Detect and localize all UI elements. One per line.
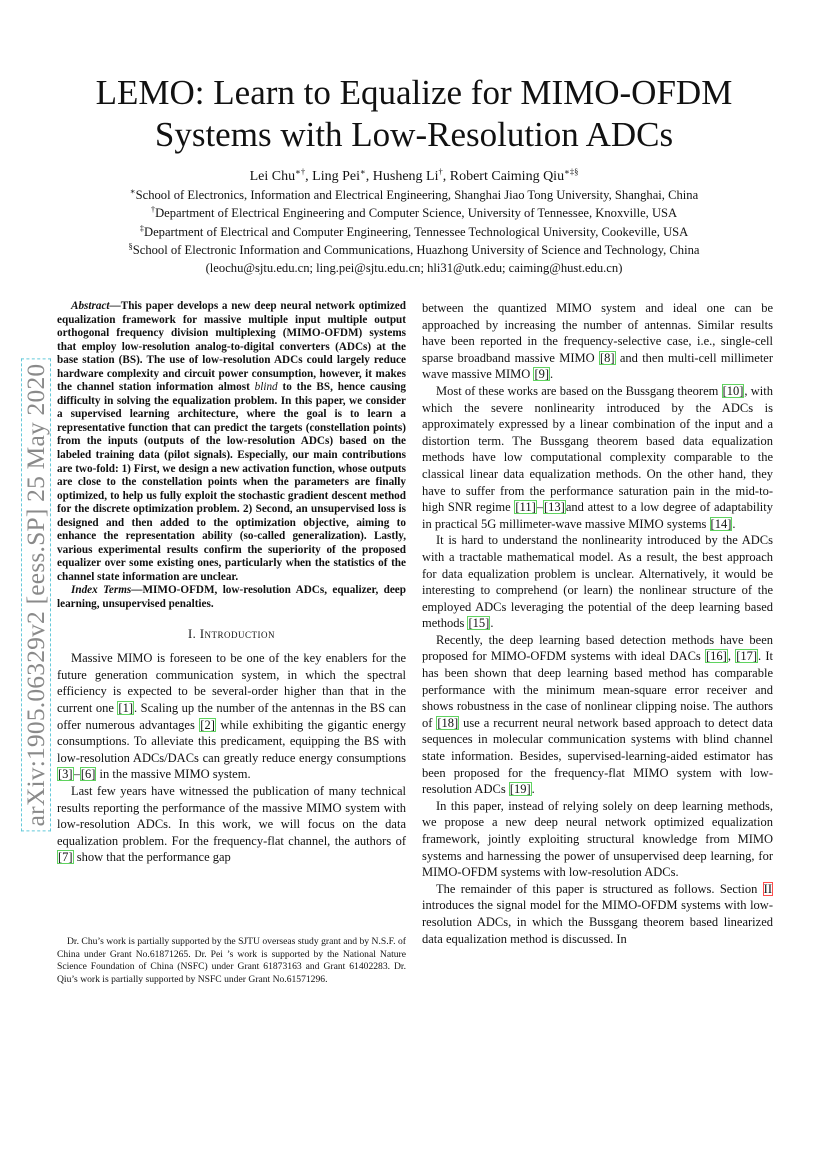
funding-footnote: Dr. Chu’s work is partially supported by the SJTU overseas study grant and by N.S.F. of China under Grant No.61871265. Dr. Pei ’s work is supported by the National Nature Science Foundation of China (NSFC) under Grant 61873163 and Grant 61402283. Dr. Qiu’s work is partially supported by NSFC under Grant No.61571296. (57, 936, 406, 985)
affiliation-mark: † (150, 204, 156, 215)
text-run: in the massive MIMO system. (96, 767, 251, 782)
text-run: between the quantized MIMO system and ideal one can be approached by increasing the number of antennas. Similar results have been reported in the frequency-selective case, i.e., single-cell sparse broadband massive MIMO (422, 301, 773, 365)
text-run: , with which the severe nonlinearity introduced by the ADCs is approximately expressed by a linear combination of the input and a distortion term. The Bussgang theorem based data equalization methods have low computational complexity comparable to the classical linear data equalization methods. On the other hand, they have to suffer from the performance saturation pain in the mid-to-high SNR regime (422, 383, 773, 515)
citation-link[interactable]: [2] (200, 717, 215, 732)
affiliation-line (60, 204, 768, 222)
text-run: Massive MIMO is foreseen to be one of the key enablers for the future generation communication system, in which the spectral efficiency is expected to be several-order higher than that in the current one (57, 651, 406, 715)
section-number: I. (187, 626, 200, 641)
abstract-text-1: —This paper develops a new deep neural network optimized equalization framework for massive multiple input multiple output orthogonal frequency division multiplexing (MIMO-OFDM) systems that employ low-resolution analog-to-digital converters (ADCs) at the base station (BS). The use of low-resolution ADCs could largely reduce hardware complexity and circuit power consumption, however, it makes the channel station information almost (57, 300, 406, 394)
index-terms (57, 584, 406, 611)
text-run: . (550, 367, 554, 382)
author-mark: ∗† (295, 166, 306, 177)
affiliation-line (60, 241, 768, 259)
author-emails: (leochu@sjtu.edu.cn; ling.pei@sjtu.edu.cn; hli31@utk.edu; caiming@hust.edu.cn) (205, 261, 623, 276)
citation-link[interactable]: [13] (544, 500, 565, 515)
citation-link[interactable]: [14] (710, 516, 732, 531)
text-run: Recently, the deep learning based detection methods have been proposed for MIMO-OFDM systems with ideal DACs (422, 632, 773, 664)
text-run: show that the performance gap (73, 850, 231, 865)
abstract-text-2: to the BS, hence causing difficulty in solving the equalization problem. In this paper, we consider a supervised learning architecture, where the goal is to learn a representative function that can predict the targets (constellation points) from the inputs (outputs of the low-resolution ADCs) based on the labeled training data (pilot signals). Especially, our main contributions are two-fold: 1) First, we design a new activation function, whose outputs are close to the constellation points when the parameters are finally optimized, to help us fully exploit the stochastic gradient descent method for the discrete optimization problem. 2) Second, an unsupervised loss is designed and then added to the optimization objective, aiming to enhance the representation ability (so-called generalization). Lastly, various experimental results confirm the superiority of the proposed equalizer over some existing ones, particularly when the statistics of the channel state information are unclear. (57, 381, 406, 583)
text-run: . It has been shown that deep learning based method has comparable performance with the minimum mean-square error receiver and shows robustness in the case of nonlinear clipping noise. The authors of (422, 649, 774, 730)
text-run: – (73, 767, 80, 782)
citation-link[interactable]: [17] (736, 649, 758, 664)
citation-link[interactable]: [3] (58, 767, 73, 782)
right-paragraph-5: In this paper, instead of relying solely on deep learning methods, we propose a new deep neural network optimized equalization framework, jointly exploiting structural knowledge from MIMO systems and harnessing the power of unsupervised deep learning, for MIMO-OFDM systems with low-resolution ADCs. (422, 798, 773, 880)
affiliation-line (60, 223, 768, 241)
text-run: and attest to a low degree of adaptability in practical 5G millimeter-wave massive MIMO systems (422, 500, 773, 531)
citation-link[interactable]: [19] (509, 782, 531, 797)
affiliation-mark: § (128, 240, 133, 251)
author-list: Lei Chu∗†, Ling Pei∗, Husheng Li†, Robert Caiming Qiu∗‡§ (249, 166, 579, 184)
abstract (57, 300, 406, 584)
author-name: Husheng Li (372, 169, 439, 184)
affiliation-text: Department of Electrical Engineering and Computer Science, University of Tennessee, Knoxville, USA (155, 206, 678, 221)
text-run: introduces the signal model for the MIMO-OFDM systems with low-resolution ADCs, in which the Bussgang theorem based linearized data equalization method is discussed. In (422, 898, 773, 946)
citation-link[interactable]: [15] (468, 616, 490, 631)
author-mark: ∗ (360, 166, 366, 177)
section-link[interactable]: II (763, 881, 772, 896)
author-name: Lei Chu (249, 169, 296, 184)
right-paragraph-1 (422, 300, 773, 383)
affiliation-text: School of Electronic Information and Communications, Huazhong University of Science and Technology, China (132, 242, 700, 257)
text-run: . (531, 782, 535, 797)
text-run: Last few years have witnessed the publication of many technical results reporting the performance of the massive MIMO system with low-resolution ADCs. In this work, we will focus on the data equalization problem. For the frequency-flat channel, the authors of (57, 783, 406, 848)
right-paragraph-2 (422, 383, 773, 532)
right-paragraph-6 (422, 881, 773, 947)
text-run: , (727, 649, 736, 664)
text-run: while exhibiting the gigantic energy consumptions. To alleviate this predicament, equipping the BS with low-resolution ADCs/DACs can greatly reduce energy consumptions (57, 717, 406, 765)
text-run: . (490, 616, 494, 631)
affiliation-mark: ∗ (129, 185, 136, 196)
text-run: and then multi-cell millimeter wave massive MIMO (422, 350, 773, 382)
paper-title (0, 72, 828, 156)
author-name: Robert Caiming Qiu (449, 169, 565, 184)
abstract-label: Abstract (71, 300, 110, 312)
affiliation-text: School of Electronics, Information and Electrical Engineering, Shanghai Jiao Tong University, Shanghai, China (135, 188, 699, 202)
citation-link[interactable]: [11] (515, 500, 536, 515)
title-line-1: LEMO: Learn to Equalize for MIMO-OFDM (95, 73, 733, 112)
arxiv-id[interactable]: arXiv:1905.06329v2 [eess.SP] 25 May 2020 (21, 359, 51, 832)
text-run: Most of these works are based on the Bussgang theorem (436, 383, 722, 398)
index-terms-label: Index Terms (71, 584, 132, 597)
text-run: The remainder of this paper is structured as follows. Section (436, 881, 763, 896)
author-name: Ling Pei (312, 169, 360, 184)
arxiv-stamp (18, 320, 54, 870)
citation-link[interactable]: [18] (437, 715, 459, 730)
title-line-2: Systems with Low-Resolution ADCs (154, 115, 674, 154)
affiliations (60, 186, 768, 277)
right-paragraph-3 (422, 532, 773, 632)
intro-paragraph-1 (57, 650, 406, 783)
right-column (422, 300, 773, 947)
text-run: . Scaling up the number of the antennas in the BS can offer numerous advantages (57, 700, 406, 732)
footnote (57, 936, 406, 986)
index-terms-text: —MIMO-OFDM, low-resolution ADCs, equalizer, deep learning, unsupervised penalties. (57, 584, 406, 611)
abstract-blind-word: blind (254, 381, 278, 394)
affiliation-mark: ‡ (139, 222, 144, 233)
author-mark: † (438, 166, 443, 177)
affiliation-text: Department of Electrical and Computer Engineering, Tennessee Technological University, Cookeville, USA (143, 224, 689, 239)
section-title: Introduction (199, 626, 276, 641)
citation-link[interactable]: [9] (534, 367, 550, 382)
citation-link[interactable]: [10] (722, 383, 744, 398)
text-run: It is hard to understand the nonlinearity introduced by the ADCs with a tractable mathematical model. As a result, the best approach for data equalization problem is unclear. Alternatively, it would be interesting to comprehend (or learn) the nonlinear structure of the employed ADCs leveraging the potential of the deep learning based methods (422, 533, 773, 631)
left-column (57, 300, 406, 866)
section-heading (57, 626, 406, 643)
right-paragraph-4 (422, 632, 773, 798)
text-run: . (732, 516, 736, 531)
intro-paragraph-2 (57, 783, 406, 866)
text-run: – (536, 500, 544, 515)
citation-link[interactable]: [1] (118, 700, 133, 715)
affiliation-line (60, 186, 768, 204)
citation-link[interactable]: [6] (80, 767, 96, 782)
citation-link[interactable]: [7] (58, 850, 73, 865)
text-run: use a recurrent neural network based approach to detect data sequences in molecular communication systems with blind channel state information. Besides, supervised-learning-aided estimator has been proposed for the frequency-flat MIMO system with low-resolution ADCs (422, 715, 773, 797)
author-mark: ∗‡§ (564, 166, 579, 177)
citation-link[interactable]: [8] (599, 350, 615, 365)
citation-link[interactable]: [16] (706, 649, 727, 664)
